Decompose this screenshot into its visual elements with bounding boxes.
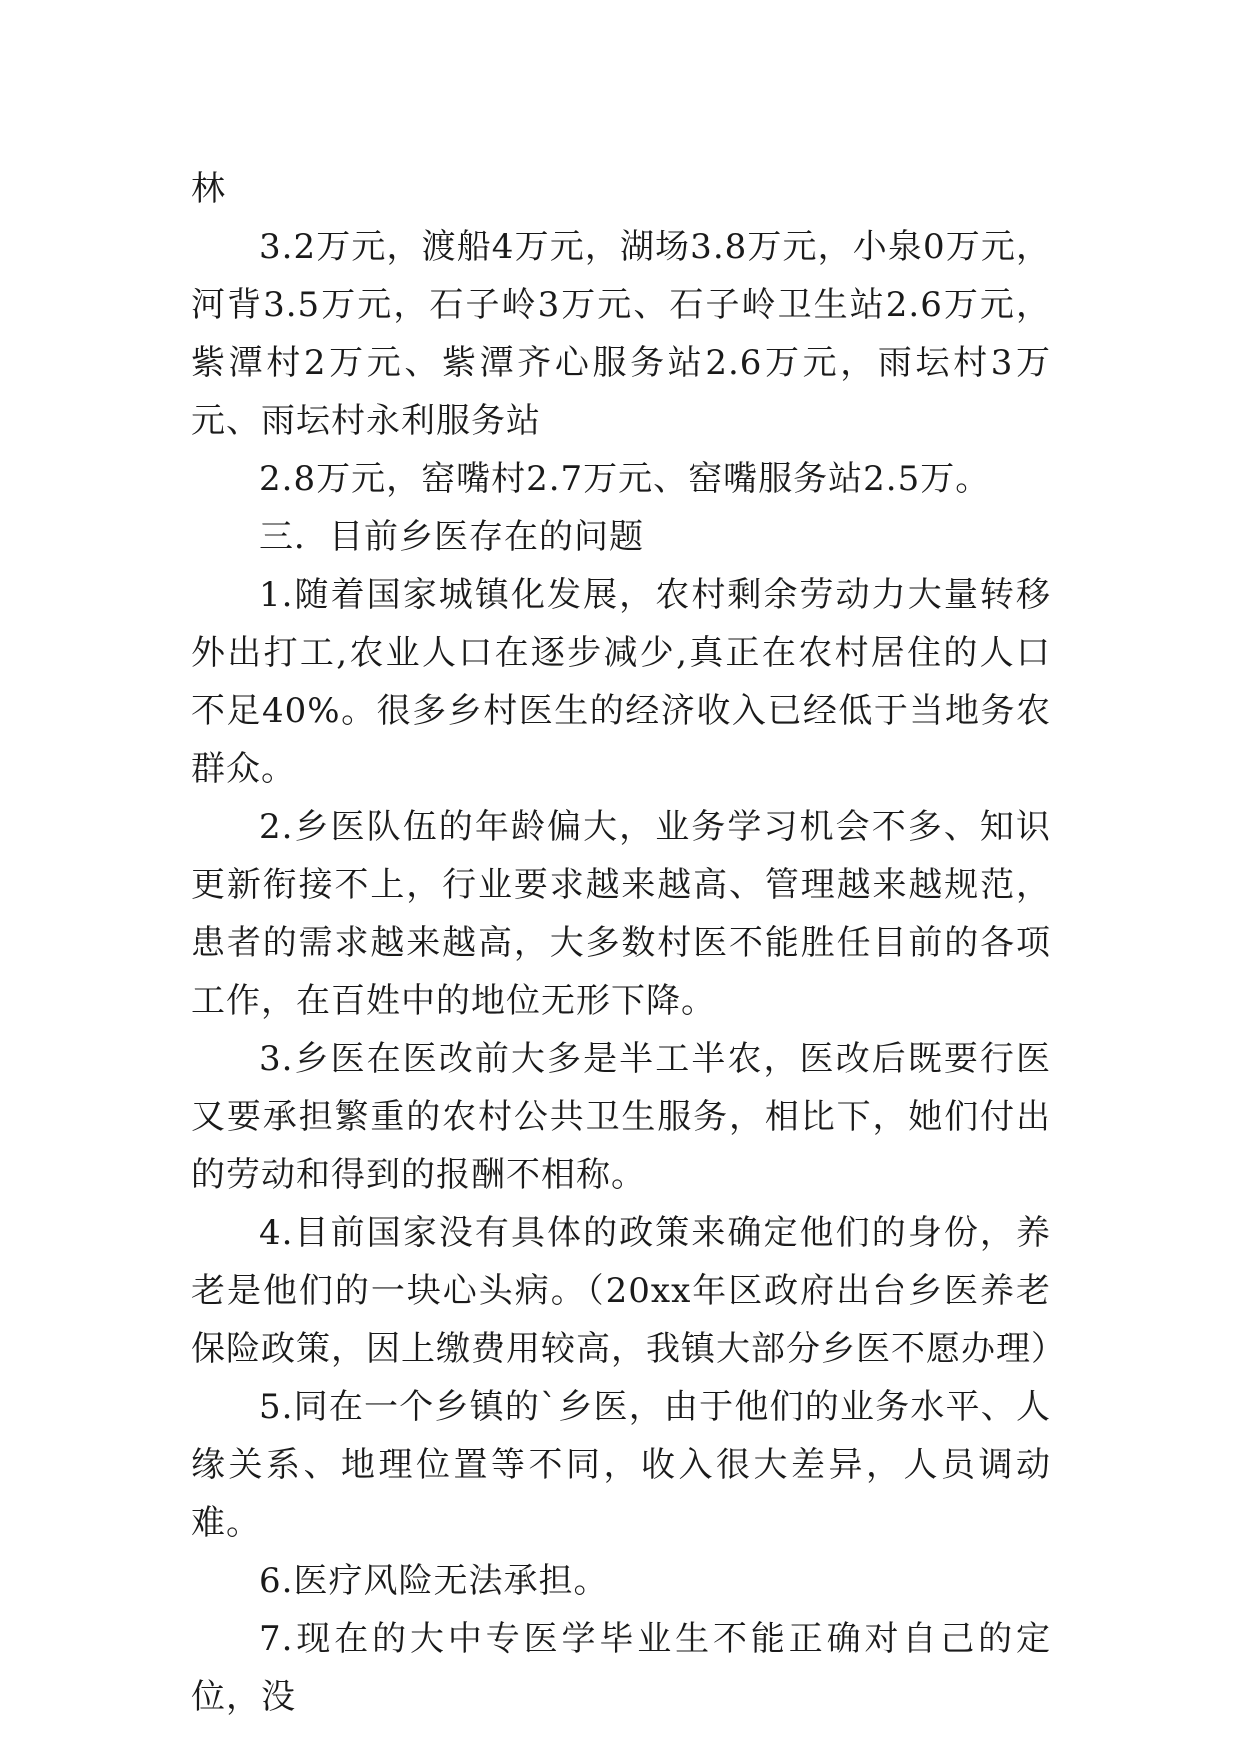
paragraph-funding-list-end: 2.8万元，窑嘴村2.7万元、窑嘴服务站2.5万。 [259, 459, 991, 499]
list-item-2: 2.乡医队伍的年龄偏大，业务学习机会不多、知识更新衔接不上，行业要求越来越高、管理越来越规范，患者的需求越来越高，大多数村医不能胜任目前的各项工作，在百姓中的地位无形下降。 [191, 807, 1051, 1021]
list-item-1: 1.随着国家城镇化发展，农村剩余劳动力大量转移外出打工,农业人口在逐步减少,真正在农村居住的人口不足40%。很多乡村医生的经济收入已经低于当地务农群众。 [191, 575, 1051, 789]
document-body [191, 160, 1066, 1726]
list-item-7: 7.现在的大中专医学毕业生不能正确对自己的定位，没 [191, 1619, 1051, 1717]
list-item-4: 4.目前国家没有具体的政策来确定他们的身份，养老是他们的一块心头病。（20xx年区政府出台乡医养老保险政策，因上缴费用较高，我镇大部分乡医不愿办理） [191, 1213, 1066, 1369]
list-item-3: 3.乡医在医改前大多是半工半农，医改后既要行医又要承担繁重的农村公共卫生服务，相比下，她们付出的劳动和得到的报酬不相称。 [191, 1039, 1051, 1195]
list-item-5: 5.同在一个乡镇的`乡医，由于他们的业务水平、人缘关系、地理位置等不同，收入很大差异，人员调动难。 [191, 1387, 1051, 1543]
paragraph-funding-list: 3.2万元，渡船4万元，湖场3.8万元，小泉0万元，河背3.5万元，石子岭3万元、石子岭卫生站2.6万元，紫潭村2万元、紫潭齐心服务站2.6万元，雨坛村3万元、雨坛村永利服务站 [191, 227, 1051, 441]
section-heading: 三．目前乡医存在的问题 [259, 517, 644, 557]
paragraph-continuation: 林 [191, 169, 226, 209]
list-item-6: 6.医疗风险无法承担。 [259, 1561, 609, 1601]
